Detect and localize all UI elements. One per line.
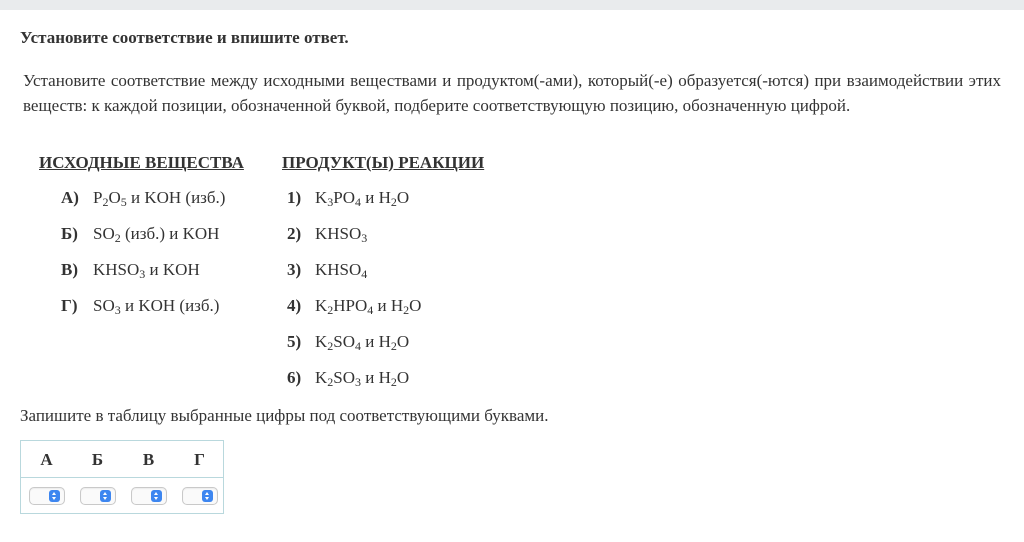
left-item-v [61, 260, 200, 280]
answer-column-g: Г [194, 450, 205, 469]
answer-select-v[interactable] [131, 487, 167, 505]
left-item-a [61, 188, 225, 208]
answer-table-header [21, 441, 223, 478]
left-column-header: ИСХОДНЫЕ ВЕЩЕСТВА [39, 153, 244, 172]
right-item-label: 6) [287, 368, 302, 387]
right-item-formula: $K_2SO_3$ и $H_2O$ [315, 368, 410, 389]
left-item-formula: $SO_3$ и KOH (изб.) [93, 296, 220, 317]
left-item-b [61, 224, 219, 244]
right-column-header: ПРОДУКТ(Ы) РЕАКЦИИ [282, 153, 485, 172]
left-item-formula: $KHSO_3$ и KOH [93, 260, 200, 281]
right-item-label: 4) [287, 296, 302, 315]
right-item-formula: $KHSO_4$ [315, 260, 368, 281]
answer-select-b[interactable] [80, 487, 116, 505]
left-item-label: Г) [61, 296, 78, 315]
right-item-1 [287, 188, 409, 208]
right-item-6 [287, 368, 409, 388]
left-item-label: В) [61, 260, 78, 279]
left-item-g [61, 296, 219, 316]
right-item-formula: $K_3PO_4$ и $H_2O$ [315, 188, 410, 209]
answer-select-g[interactable] [182, 487, 218, 505]
task-heading: Установите соответствие и впишите ответ. [20, 28, 349, 47]
left-item-formula: $P_2O_5$ и KOH (изб.) [93, 188, 226, 209]
right-item-5 [287, 332, 409, 352]
select-arrows-icon [49, 490, 60, 502]
answer-column-v: В [142, 450, 155, 469]
left-item-label: А) [61, 188, 79, 207]
right-item-label: 3) [287, 260, 302, 279]
right-item-formula: $K_2SO_4$ и $H_2O$ [315, 332, 410, 353]
select-arrows-icon [100, 490, 111, 502]
top-bar [0, 0, 1024, 10]
left-item-label: Б) [61, 224, 78, 243]
right-item-label: 2) [287, 224, 302, 243]
answer-instruction: Запишите в таблицу выбранные цифры под соответствующими буквами. [20, 406, 549, 425]
task-intro: Установите соответствие между исходными веществами и продуктом(-ами), который(-е) образуется(-ются) при взаимодействии этих веществ: к каждой позиции, обозначенной буквой, подберите соответствующую позицию, обозначенную цифрой. [23, 71, 1001, 115]
right-item-formula: $KHSO_3$ [315, 224, 368, 245]
right-item-3 [287, 260, 367, 280]
right-item-4 [287, 296, 421, 316]
right-item-label: 1) [287, 188, 302, 207]
answer-column-b: Б [91, 450, 104, 469]
left-item-formula: $SO_2$ (изб.) и KOH [93, 224, 220, 245]
answer-column-a: А [40, 450, 53, 469]
answer-select-a[interactable] [29, 487, 65, 505]
select-arrows-icon [151, 490, 162, 502]
right-item-label: 5) [287, 332, 302, 351]
select-arrows-icon [202, 490, 213, 502]
right-item-formula: $K_2HPO_4$ и $H_2O$ [315, 296, 422, 317]
answer-table [20, 440, 224, 514]
right-item-2 [287, 224, 367, 244]
